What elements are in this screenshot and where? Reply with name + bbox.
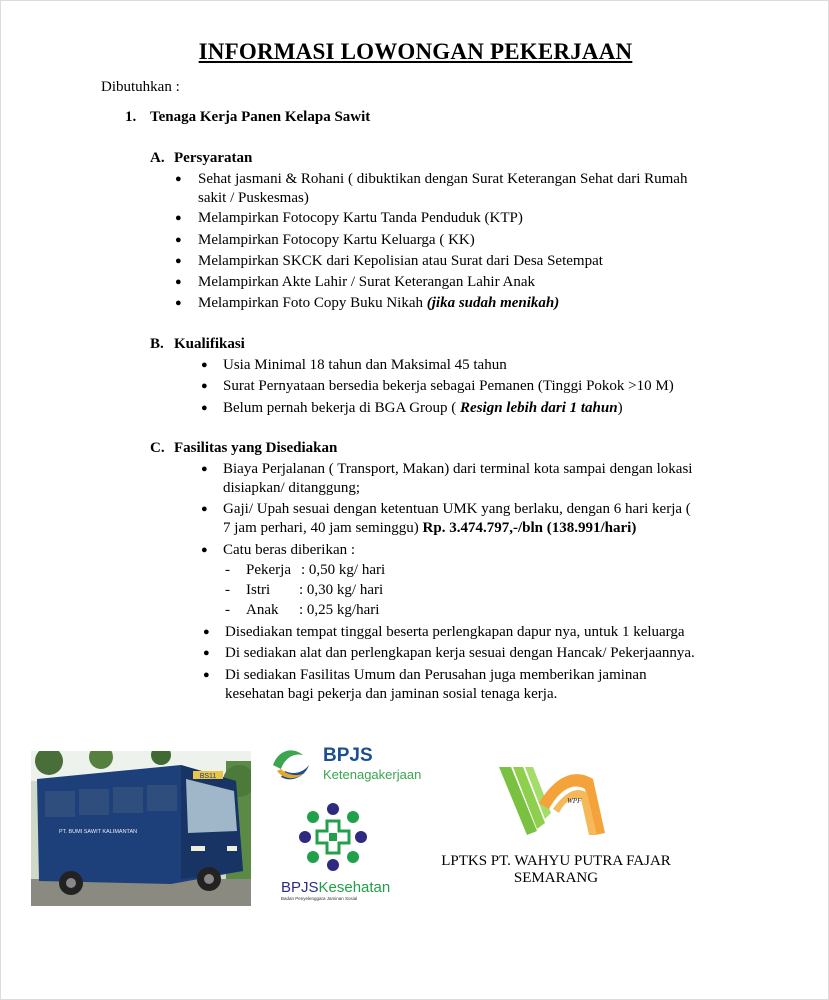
section-a-heading: Persyaratan: [174, 150, 253, 166]
bus-route-sign: BS11: [199, 773, 217, 780]
fac-item-6-line1: Di sediakan Fasilitas Umum dan Perusahan juga memberikan jaminan: [225, 667, 647, 683]
ration-dash: -: [225, 562, 230, 578]
req-item-1-line1: Sehat jasmani & Rohani ( dibuktikan dengan Surat Keterangan Sehat dari Rumah: [198, 171, 688, 187]
bullet-icon: ●: [175, 255, 182, 267]
bullet-icon: ●: [175, 297, 182, 309]
ration-who: Anak: [246, 602, 279, 618]
req-item-2: Melampirkan Fotocopy Kartu Tanda Penduduk (KTP): [198, 210, 523, 226]
ration-dash: -: [225, 582, 230, 598]
ration-dash: -: [225, 602, 230, 618]
bullet-icon: ●: [175, 173, 182, 185]
bpjs-kes-wordmark: [281, 879, 390, 896]
bullet-icon: ●: [201, 402, 208, 414]
fac-item-1-line2: disiapkan/ ditanggung;: [223, 480, 361, 496]
section-b-letter: B.: [150, 336, 164, 352]
qual-item-3-bold: Resign lebih dari 1 tahun: [460, 400, 618, 416]
organization-name: [431, 853, 681, 887]
req-item-6-text: Melampirkan Foto Copy Buku Nikah: [198, 295, 423, 311]
salary-value: Rp. 3.474.797,-/bln (138.991/hari): [422, 520, 637, 536]
wpf-logo: [497, 763, 617, 841]
page-title: INFORMASI LOWONGAN PEKERJAAN: [198, 39, 633, 64]
qual-item-3-end: ): [617, 400, 623, 416]
bullet-icon: ●: [175, 234, 182, 246]
bus-side-text: PT. BUMI SAWIT KALIMANTAN: [59, 829, 138, 835]
req-item-3: Melampirkan Fotocopy Kartu Keluarga ( KK): [198, 232, 475, 248]
fac-item-1-line1: Biaya Perjalanan ( Transport, Makan) dari terminal kota sampai dengan lokasi: [223, 461, 693, 477]
req-item-4: Melampirkan SKCK dari Kepolisian atau Surat dari Desa Setempat: [198, 253, 603, 269]
ration-who: Istri: [246, 582, 271, 598]
bpjs-kes-name: BPJS: [281, 879, 319, 896]
fac-item-2-line1: Gaji/ Upah sesuai dengan ketentuan UMK yang berlaku, dengan 6 hari kerja (: [223, 501, 691, 517]
bullet-icon: ●: [201, 544, 208, 556]
bullet-icon: ●: [201, 359, 208, 371]
bullet-icon: ●: [201, 463, 208, 475]
req-item-5: Melampirkan Akte Lahir / Surat Keterangan Lahir Anak: [198, 274, 535, 290]
ration-amount: : 0,30 kg/ hari: [299, 582, 384, 598]
req-item-1-line2: sakit / Puskesmas): [198, 190, 309, 206]
req-item-6: [198, 293, 559, 313]
req-item-6-note: (jika sudah menikah): [426, 295, 560, 311]
ration-amount: : 0,25 kg/hari: [299, 602, 380, 618]
ration-who: Pekerja: [246, 562, 291, 578]
bpjs-kes-sub: Badan Penyelenggara Jaminan Sosial: [281, 896, 358, 901]
qual-item-2: Surat Pernyataan bersedia bekerja sebagai Pemanen (Tinggi Pokok >10 M): [223, 378, 674, 394]
fac-item-4: Disediakan tempat tinggal beserta perlengkapan dapur nya, untuk 1 keluarga: [225, 624, 685, 640]
bus-photo: [31, 751, 251, 906]
bullet-icon: ●: [203, 669, 210, 681]
position-number: 1.: [125, 109, 137, 125]
fac-item-5: Di sediakan alat dan perlengkapan kerja sesuai dengan Hancak/ Pekerjaannya.: [225, 645, 695, 661]
section-a-letter: A.: [150, 150, 165, 166]
bpjs-tk-sub: Ketenagakerjaan: [323, 767, 422, 782]
bpjs-ketenagakerjaan-logo: [269, 743, 439, 788]
qual-item-1: Usia Minimal 18 tahun dan Maksimal 45 tahun: [223, 357, 507, 373]
ration-amount: : 0,50 kg/ hari: [301, 562, 386, 578]
bullet-icon: ●: [203, 647, 210, 659]
bullet-icon: ●: [175, 276, 182, 288]
bpjs-kesehatan-logo: [281, 801, 401, 906]
bullet-icon: ●: [201, 503, 208, 515]
bpjs-tk-name: BPJS: [323, 745, 373, 766]
section-b-heading: Kualifikasi: [174, 336, 245, 352]
bullet-icon: ●: [175, 212, 182, 224]
fac-item-6-line2: kesehatan bagi pekerja dan jaminan sosial tenaga kerja.: [225, 686, 558, 702]
intro-text: Dibutuhkan :: [101, 79, 180, 95]
fac-item-3: Catu beras diberikan :: [223, 542, 356, 558]
section-c-letter: C.: [150, 440, 165, 456]
fac-item-2-text: 7 jam perhari, 40 jam seminggu): [223, 520, 419, 536]
bpjs-kes-name2: Kesehatan: [318, 879, 391, 896]
section-c-heading: Fasilitas yang Disediakan: [174, 440, 338, 456]
position-name: Tenaga Kerja Panen Kelapa Sawit: [150, 109, 371, 125]
fac-item-2-line2: [223, 518, 636, 538]
org-line2: SEMARANG: [513, 870, 599, 886]
bullet-icon: ●: [201, 380, 208, 392]
org-line1: LPTKS PT. WAHYU PUTRA FAJAR: [441, 853, 671, 869]
qual-item-3-text: Belum pernah bekerja di BGA Group (: [223, 400, 457, 416]
bullet-icon: ●: [203, 626, 210, 638]
qual-item-3: [223, 398, 623, 418]
wpf-mark: WPF: [567, 797, 582, 805]
